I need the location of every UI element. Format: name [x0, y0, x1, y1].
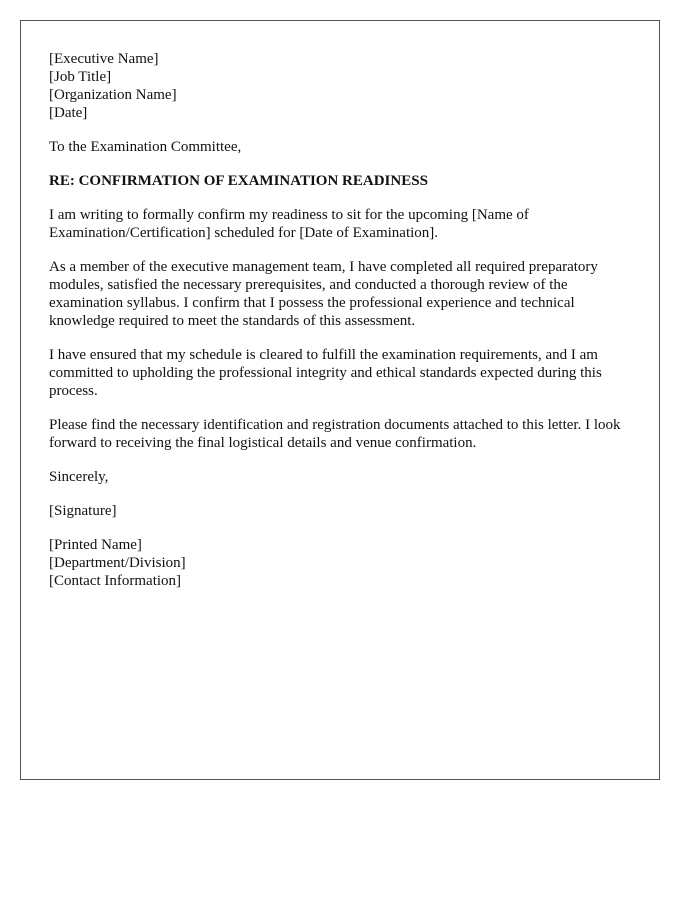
- department: [Department/Division]: [49, 555, 186, 571]
- printed-name: [Printed Name]: [49, 537, 142, 553]
- contact-information: [Contact Information]: [49, 573, 182, 589]
- letter-body: [49, 50, 633, 606]
- sender-title: [Job Title]: [49, 69, 112, 85]
- sender-block: [49, 50, 633, 122]
- paragraph-qualifications: As a member of the executive management team, I have completed all required preparatory modules, satisfied the necessary prerequisites, and conducted a thorough review of the examination syllabus. I confirm that I possess the professional experience and technical knowledge required to meet the standards of this assessment.: [49, 259, 598, 329]
- letter-date: [Date]: [49, 105, 88, 121]
- paragraph-attachments: Please find the necessary identification and registration documents attached to this letter. I look forward to receiving the final logistical details and venue confirmation.: [49, 417, 621, 451]
- signature-placeholder: [Signature]: [49, 503, 117, 519]
- sender-organization: [Organization Name]: [49, 87, 177, 103]
- signatory-block: [49, 536, 633, 590]
- closing: Sincerely,: [49, 469, 109, 485]
- subject-line: RE: CONFIRMATION OF EXAMINATION READINESS: [49, 173, 428, 189]
- sender-name: [Executive Name]: [49, 51, 159, 67]
- letter-page: [20, 20, 660, 780]
- paragraph-readiness: I am writing to formally confirm my readiness to sit for the upcoming [Name of Examination/Certification] scheduled for [Date of Examination].: [49, 207, 529, 241]
- salutation: To the Examination Committee,: [49, 139, 242, 155]
- paragraph-commitment: I have ensured that my schedule is cleared to fulfill the examination requirements, and I am committed to upholding the professional integrity and ethical standards expected during this process.: [49, 347, 602, 399]
